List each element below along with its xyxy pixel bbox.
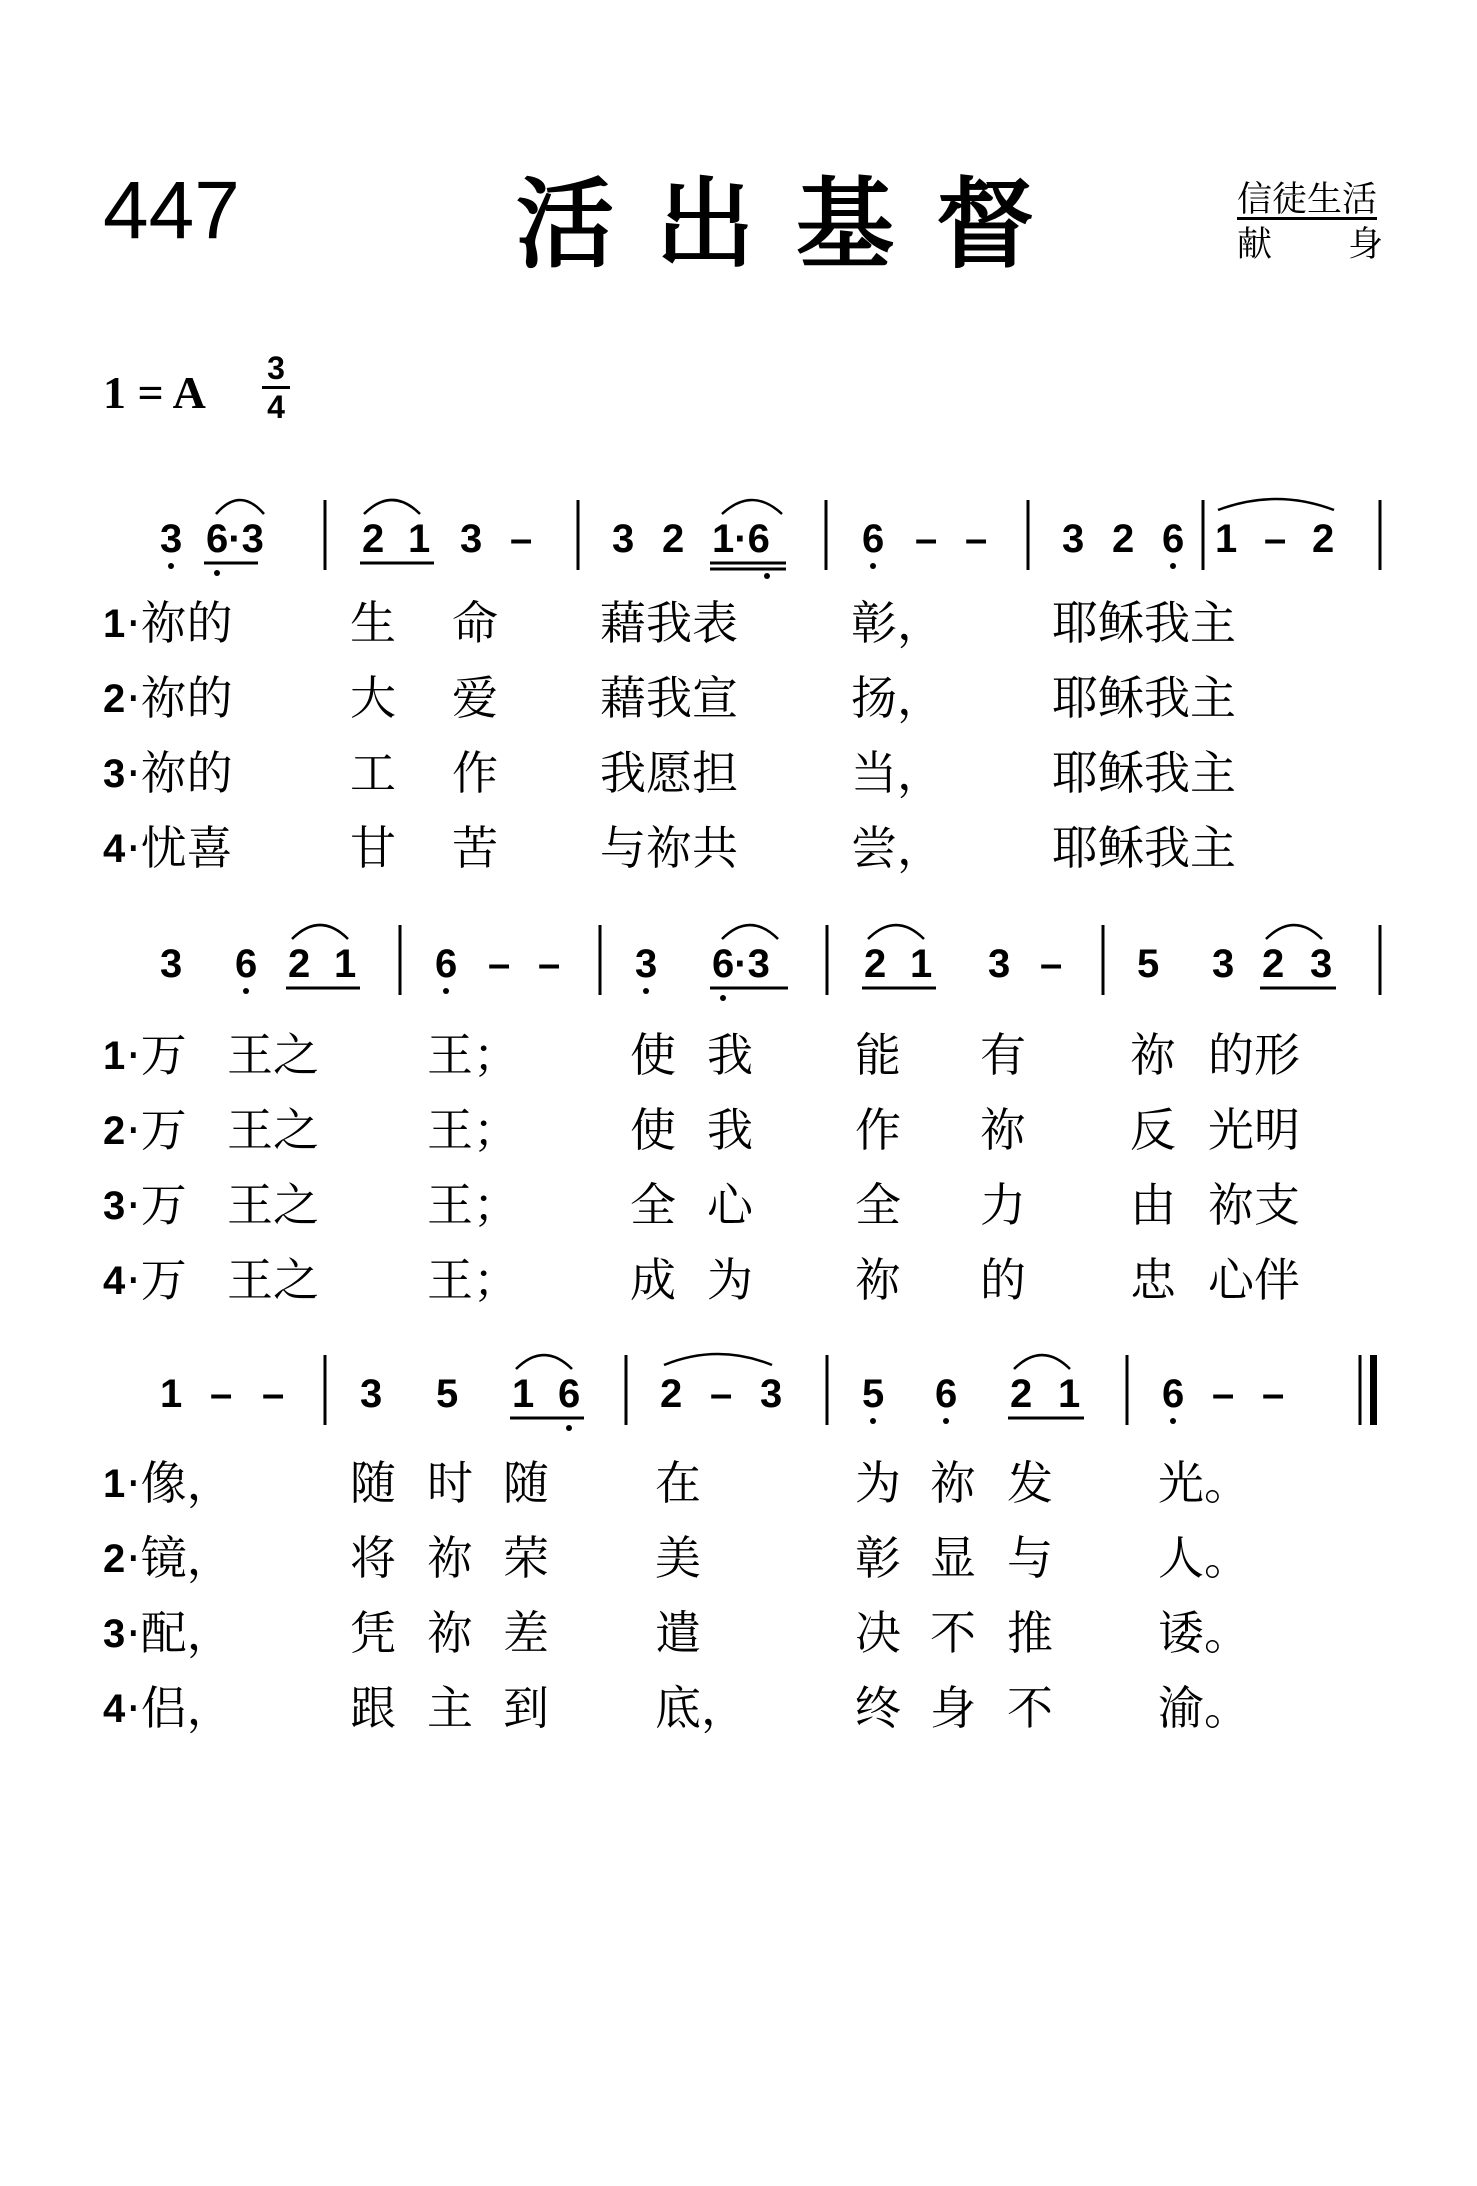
lyric: 凭 (350, 1606, 396, 1660)
lyric: 美 (655, 1531, 701, 1585)
lyric: 王； (427, 1103, 519, 1157)
verse-number: 3 (103, 1184, 126, 1228)
note: 1 (1058, 1372, 1081, 1416)
lyric: 王之 (227, 1178, 319, 1232)
lyric-line (0, 1028, 1477, 1092)
lyric: 作 (855, 1103, 901, 1157)
note: 5 (1137, 942, 1160, 986)
octave-dots (566, 1418, 1176, 1431)
note: – (710, 1372, 733, 1416)
lyric: 渝。 (1158, 1681, 1250, 1735)
lyric: 王； (427, 1178, 519, 1232)
lyric: 决 (855, 1606, 901, 1660)
category-label: 信徒生活 (1237, 180, 1378, 220)
lyric: 的 (980, 1253, 1026, 1307)
note: 2 (660, 1372, 683, 1416)
lyric: 随 (503, 1456, 549, 1510)
lyric: 不 (930, 1606, 976, 1660)
lyric: 与祢共 (600, 821, 738, 875)
note: – (538, 942, 561, 986)
lyric: 有 (980, 1028, 1026, 1082)
lyric: 大 (350, 671, 396, 725)
note: 3 (612, 517, 635, 561)
slurs (516, 1354, 1070, 1369)
lyric: 光明 (1208, 1103, 1300, 1157)
hymn-number: 447 (103, 165, 240, 256)
lyric: 到 (503, 1681, 549, 1735)
note: 1 (408, 517, 431, 561)
lyric: 王； (427, 1028, 519, 1082)
verse-number: 3 (103, 752, 126, 796)
note: – (510, 517, 533, 561)
lyric: 耶稣我主 (1052, 596, 1236, 650)
note: – (1040, 942, 1063, 986)
lyric: 不 (1007, 1681, 1053, 1735)
slurs (292, 925, 1322, 939)
note: 6·3 (206, 517, 264, 561)
note: 3 (1062, 517, 1085, 561)
lyric: 苦 (452, 821, 498, 875)
lyric: ·万 (126, 1253, 187, 1307)
lyric: 祢 (980, 1103, 1026, 1157)
lyric: 能 (855, 1028, 901, 1082)
lyric: ·万 (126, 1028, 187, 1082)
note: 3 (160, 942, 183, 986)
lyric: 作 (452, 746, 498, 800)
lyric: 成 (630, 1253, 676, 1307)
lyric: ·祢的 (126, 596, 233, 650)
verse-number: 1 (103, 602, 126, 646)
lyric: 与 (1007, 1531, 1053, 1585)
lyric: 的形 (1208, 1028, 1300, 1082)
lyric-line (0, 1606, 1477, 1670)
time-sig-bottom: 4 (267, 389, 285, 425)
lyric: 在 (655, 1456, 701, 1510)
note: 1·6 (712, 517, 770, 561)
note: 2 (1262, 942, 1285, 986)
lyric: 随 (350, 1456, 396, 1510)
lyric: 身 (930, 1681, 976, 1735)
lyric-line (0, 821, 1477, 885)
verse-number: 1 (103, 1034, 126, 1078)
lyric: 命 (452, 596, 498, 650)
lyric: 为 (707, 1253, 753, 1307)
verse-number: 1 (103, 1462, 126, 1506)
lyric: 甘 (350, 821, 396, 875)
lyric: 将 (350, 1531, 396, 1585)
note: 3 (160, 517, 183, 561)
lyric: 为 (855, 1456, 901, 1510)
lyric-line (0, 596, 1477, 660)
lyric: 心伴 (1208, 1253, 1300, 1307)
note: 2 (1010, 1372, 1033, 1416)
note: – (210, 1372, 233, 1416)
lyric: 荣 (503, 1531, 549, 1585)
notation-system-3 (0, 1325, 1477, 1435)
note: 6 (1162, 1372, 1185, 1416)
lyric: 跟 (350, 1681, 396, 1735)
note: – (1212, 1372, 1235, 1416)
lyric: 王之 (227, 1253, 319, 1307)
lyric: 扬， (851, 671, 943, 725)
note: 1 (160, 1372, 183, 1416)
key-signature: 1 = A (103, 367, 206, 418)
lyric: ·万 (126, 1178, 187, 1232)
note: 1 (910, 942, 933, 986)
lyric: 显 (930, 1531, 976, 1585)
note: 6 (862, 517, 885, 561)
lyric-line (0, 1253, 1477, 1317)
lyric: 祢 (427, 1606, 473, 1660)
lyric: 时 (427, 1456, 473, 1510)
lyric: ·万 (126, 1103, 187, 1157)
lyric: ·像， (126, 1456, 233, 1510)
lyric: 忠 (1130, 1253, 1176, 1307)
verse-number: 2 (103, 1537, 126, 1581)
lyric: 爱 (452, 671, 498, 725)
note: 3 (1212, 942, 1235, 986)
lyric: 人。 (1158, 1531, 1250, 1585)
lyric: 王之 (227, 1028, 319, 1082)
subcategory-label (1237, 225, 1383, 265)
lyric: 使 (630, 1103, 676, 1157)
lyric: ·祢的 (126, 746, 233, 800)
lyric: 光。 (1158, 1456, 1250, 1510)
lyric: ·忧喜 (126, 821, 233, 875)
lyric: 生 (350, 596, 396, 650)
note: 6·3 (712, 942, 770, 986)
barlines (325, 1355, 1360, 1425)
lyric-line (0, 746, 1477, 810)
note: – (262, 1372, 285, 1416)
lyric: 使 (630, 1028, 676, 1082)
note: 2 (288, 942, 311, 986)
lyric: 我 (707, 1103, 753, 1157)
note: 6 (435, 942, 458, 986)
beams (204, 563, 786, 569)
hymn-title: 活出基督 (516, 168, 1077, 282)
note: 2 (1312, 517, 1335, 561)
verse-number: 4 (103, 1259, 126, 1303)
slurs (216, 499, 1334, 514)
lyric: ·祢的 (126, 671, 233, 725)
notation-system-1 (0, 470, 1477, 580)
note: – (915, 517, 938, 561)
verse-number: 2 (103, 677, 126, 721)
note: 6 (235, 942, 258, 986)
note: 6 (558, 1372, 581, 1416)
note: 2 (362, 517, 385, 561)
lyric: 尝， (851, 821, 943, 875)
lyric-line (0, 671, 1477, 735)
lyric: 我 (707, 1028, 753, 1082)
lyric: 终 (855, 1681, 901, 1735)
note: 6 (1162, 517, 1185, 561)
lyric: 我愿担 (600, 746, 738, 800)
lyric: 祢 (1130, 1028, 1176, 1082)
note: 3 (1310, 942, 1333, 986)
note: 3 (460, 517, 483, 561)
lyric: ·侣， (126, 1681, 233, 1735)
note: 3 (760, 1372, 783, 1416)
lyric: 发 (1007, 1456, 1053, 1510)
lyric: 王之 (227, 1103, 319, 1157)
note: 3 (360, 1372, 383, 1416)
lyric: 耶稣我主 (1052, 821, 1236, 875)
note: 5 (436, 1372, 459, 1416)
lyric: 力 (980, 1178, 1026, 1232)
subcategory-char: 献 (1237, 225, 1273, 265)
lyric: 遣 (655, 1606, 701, 1660)
subcategory-char: 身 (1347, 225, 1383, 265)
final-barline (1370, 1355, 1377, 1425)
lyric-line (0, 1531, 1477, 1595)
note: 5 (862, 1372, 885, 1416)
lyric-line (0, 1178, 1477, 1242)
note: 2 (662, 517, 685, 561)
lyric: 当， (851, 746, 943, 800)
octave-dots (168, 563, 1176, 579)
notation-system-2 (0, 895, 1477, 1005)
lyric-line (0, 1456, 1477, 1520)
lyric: 全 (855, 1178, 901, 1232)
verse-number: 2 (103, 1109, 126, 1153)
lyric-line (0, 1103, 1477, 1167)
lyric: 由 (1130, 1178, 1176, 1232)
lyric: 心 (707, 1178, 753, 1232)
note: 6 (935, 1372, 958, 1416)
lyric: 底， (655, 1681, 747, 1735)
octave-dots (243, 988, 726, 1001)
lyric: 反 (1130, 1103, 1176, 1157)
lyric: 耶稣我主 (1052, 746, 1236, 800)
note: – (965, 517, 988, 561)
verse-number: 4 (103, 1687, 126, 1731)
lyric: 祢 (427, 1531, 473, 1585)
lyric: 藉我宣 (600, 671, 738, 725)
lyric: 祢支 (1208, 1178, 1300, 1232)
lyric: 祢 (930, 1456, 976, 1510)
note: – (1262, 1372, 1285, 1416)
lyric: 彰 (855, 1531, 901, 1585)
note: 1 (1215, 517, 1238, 561)
lyric: 推 (1007, 1606, 1053, 1660)
note: 2 (864, 942, 887, 986)
verse-number: 3 (103, 1612, 126, 1656)
note: 1 (334, 942, 357, 986)
lyric: ·配， (126, 1606, 233, 1660)
lyric: ·镜， (126, 1531, 233, 1585)
lyric: 主 (427, 1681, 473, 1735)
lyric: 王； (427, 1253, 519, 1307)
note: 2 (1112, 517, 1135, 561)
verse-number: 4 (103, 827, 126, 871)
lyric: 全 (630, 1178, 676, 1232)
lyric: 耶稣我主 (1052, 671, 1236, 725)
lyric: 祢 (855, 1253, 901, 1307)
note: 3 (988, 942, 1011, 986)
note: – (488, 942, 511, 986)
lyric: 诿。 (1158, 1606, 1250, 1660)
lyric: 工 (350, 746, 396, 800)
time-sig-top: 3 (267, 350, 285, 386)
note: 1 (512, 1372, 535, 1416)
note: – (1264, 517, 1287, 561)
lyric-line (0, 1681, 1477, 1745)
lyric: 差 (503, 1606, 549, 1660)
lyric: 藉我表 (600, 596, 738, 650)
time-signature (262, 352, 290, 423)
lyric: 彰， (851, 596, 943, 650)
note: 3 (635, 942, 658, 986)
